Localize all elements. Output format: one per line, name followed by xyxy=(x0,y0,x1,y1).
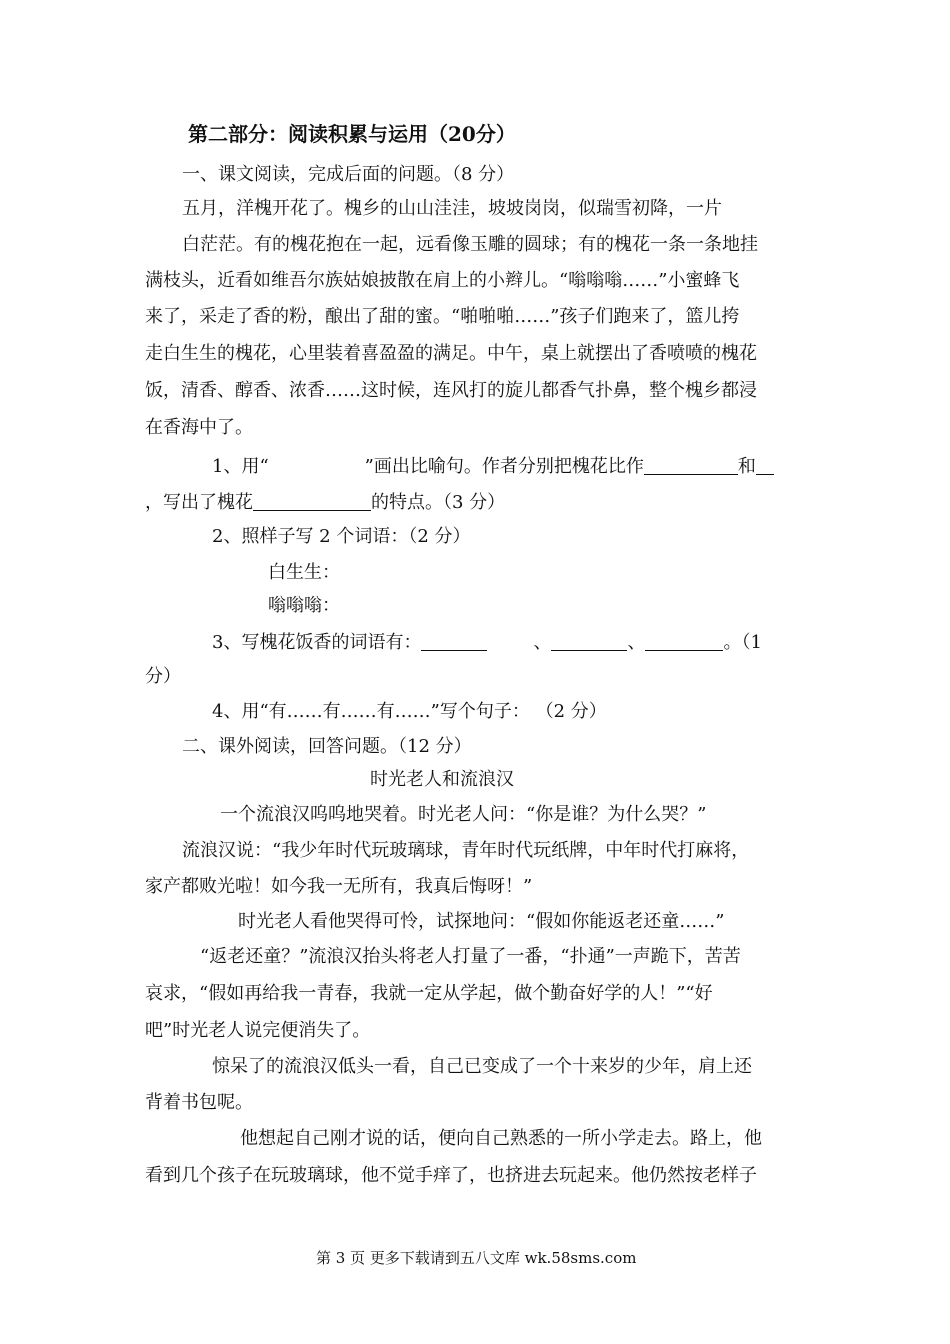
answer-blank[interactable] xyxy=(645,632,723,651)
q3-part-d: 。（1 xyxy=(723,632,762,653)
story-line-4: 时光老人看他哭得可怜，试探地问：“假如你能返老还童……” xyxy=(238,911,725,932)
q3-part-a: 3、写槐花饭香的词语有： xyxy=(212,632,422,653)
question-2: 2、照样子写 2 个词语：（2 分） xyxy=(212,526,471,547)
part2-heading: 二、课外阅读，回答问题。（12 分） xyxy=(182,736,472,757)
example-word-2: 嗡嗡嗡： xyxy=(268,595,340,616)
story-title: 时光老人和流浪汉 xyxy=(370,769,514,790)
passage-line-4: 来了，采走了香的粉，酿出了甜的蜜。“啪啪啪……”孩子们跑来了，篮儿挎 xyxy=(145,306,740,327)
question-4: 4、用“有……有……有……”写个句子： （2 分） xyxy=(212,701,607,722)
answer-blank[interactable] xyxy=(644,456,738,475)
story-line-6: 哀求，“假如再给我一青春，我就一定从学起，做个勤奋好学的人！”“好 xyxy=(145,983,713,1004)
q1-part-b: ”画出比喻句。作者分别把槐花比作 xyxy=(364,456,644,477)
passage-line-1: 五月，洋槐开花了。槐乡的山山洼洼，坡坡岗岗，似瑞雪初降，一片 xyxy=(182,198,722,219)
passage-line-2: 白茫茫。有的槐花抱在一起，远看像玉雕的圆球；有的槐花一条一条地挂 xyxy=(182,234,758,255)
page-footer: 第 3 页 更多下载请到五八文库 wk.58sms.com xyxy=(316,1249,637,1267)
q1-part-d: ，写出了槐花 xyxy=(145,492,253,513)
part1-heading: 一、课文阅读，完成后面的问题。（8 分） xyxy=(182,164,515,185)
story-line-8: 惊呆了的流浪汉低头一看，自己已变成了一个十来岁的少年，肩上还 xyxy=(212,1056,752,1077)
story-line-10: 他想起自己刚才说的话，便向自己熟悉的一所小学走去。路上，他 xyxy=(240,1128,762,1149)
answer-blank[interactable] xyxy=(253,492,371,511)
q1-part-c: 和 xyxy=(737,456,756,477)
question-1-line-1 xyxy=(212,456,774,476)
q1-part-e: 的特点。（3 分） xyxy=(371,492,506,513)
answer-blank[interactable] xyxy=(551,632,627,651)
story-line-5: “返老还童？”流浪汉抬头将老人打量了一番，“扑通”一声跪下，苦苦 xyxy=(200,946,741,967)
question-3-line-2: 分） xyxy=(145,666,181,687)
story-line-2: 流浪汉说：“我少年时代玩玻璃球，青年时代玩纸牌，中年时代打麻将， xyxy=(182,840,750,861)
story-line-9: 背着书包呢。 xyxy=(145,1092,253,1113)
passage-line-3: 满枝头，近看如维吾尔族姑娘披散在肩上的小辫儿。“嗡嗡嗡……”小蜜蜂飞 xyxy=(145,270,740,291)
passage-line-7: 在香海中了。 xyxy=(145,417,253,438)
question-1-line-2 xyxy=(145,492,505,512)
answer-blank[interactable] xyxy=(421,632,487,651)
section-title: 第二部分：阅读积累与运用（20分） xyxy=(188,122,516,146)
story-line-11: 看到几个孩子在玩玻璃球，他不觉手痒了，也挤进去玩起来。他仍然按老样子 xyxy=(145,1165,757,1186)
answer-blank[interactable] xyxy=(756,456,774,475)
q1-part-a: 1、用“ xyxy=(212,456,269,477)
story-line-3: 家产都败光啦！如今我一无所有，我真后悔呀！” xyxy=(145,876,533,897)
q3-part-b: 、 xyxy=(533,632,552,653)
passage-line-5: 走白生生的槐花，心里装着喜盈盈的满足。中午，桌上就摆出了香喷喷的槐花 xyxy=(145,343,757,364)
story-line-7: 吧”时光老人说完便消失了。 xyxy=(145,1020,371,1041)
passage-line-6: 饭，清香、醇香、浓香……这时候，连风打的旋儿都香气扑鼻，整个槐乡都浸 xyxy=(145,380,757,401)
story-line-1: 一个流浪汉呜呜地哭着。时光老人问：“你是谁？为什么哭？” xyxy=(220,804,707,825)
example-word-1: 白生生： xyxy=(268,562,340,583)
question-3-line-1 xyxy=(212,632,762,652)
q3-part-c: 、 xyxy=(627,632,646,653)
